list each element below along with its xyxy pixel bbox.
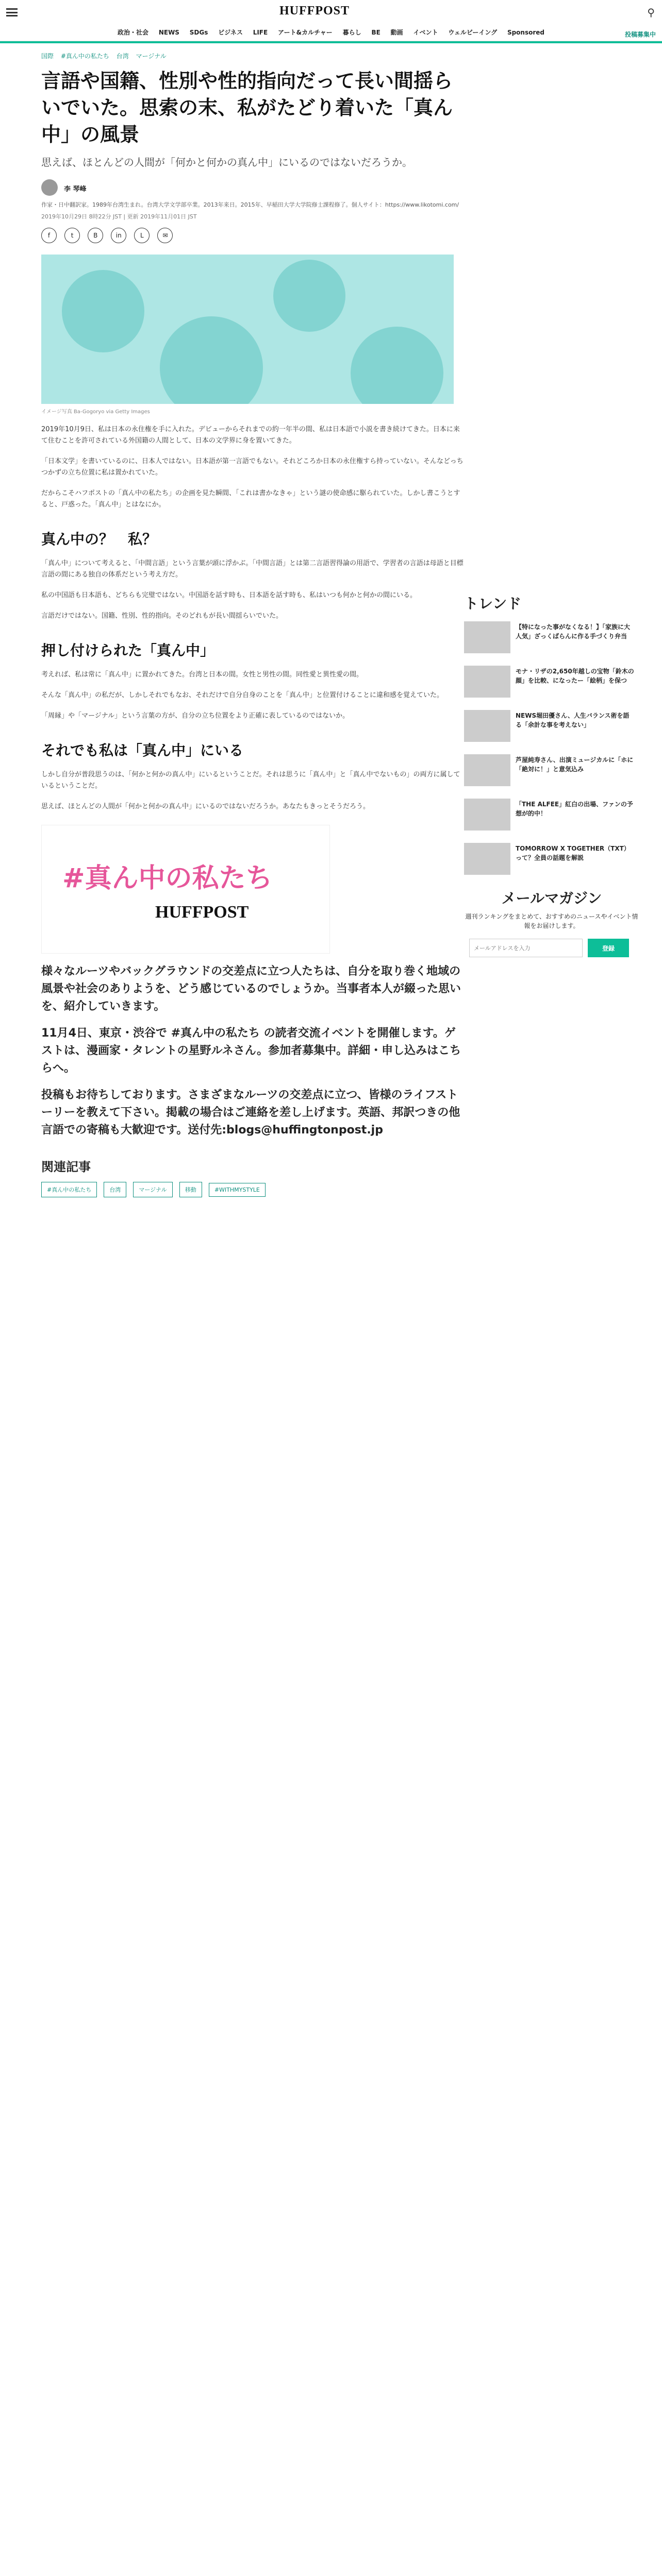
paragraph: だからこそハフポストの「真ん中の私たち」の企画を見た瞬間、「これは書かなきゃ」という謎の使命感に駆られていた。しかし書こうとすると、戸惑った。「真ん中」とはなにか。	[41, 489, 460, 509]
avatar[interactable]	[41, 179, 58, 196]
newsletter-form	[464, 939, 639, 958]
trend-item[interactable]	[464, 799, 639, 835]
nav-item[interactable]: SDGs	[189, 29, 208, 36]
nav-item[interactable]: BE	[371, 29, 380, 36]
subscribe-button[interactable]: 登録	[588, 939, 629, 957]
callout-text: 様々なルーツやバックグラウンドの交差点に立つ人たちは、自分を取り巻く地域の風景や社会のありようを、どう感じているのでしょうか。当事者本人が綴った思いを、紹介していきます。	[41, 965, 461, 1013]
nav-item[interactable]: イベント	[413, 29, 438, 36]
hatena-icon[interactable]: B	[88, 228, 103, 243]
event-callout[interactable]: 11月4日、東京・渋谷で #真ん中の私たち の読者交流イベントを開催します。ゲストは、漫画家・タレントの星野ルネさん。参加者募集中。詳細・申し込みはこちらへ。	[41, 1027, 461, 1075]
email-field[interactable]	[469, 939, 583, 957]
nav-item[interactable]: ウェルビーイング	[448, 29, 498, 36]
trend-item[interactable]	[464, 621, 639, 657]
tag[interactable]: #WITHMYSTYLE	[209, 1183, 266, 1197]
nav-item[interactable]: 政治・社会	[117, 29, 148, 36]
trend-text[interactable]: 「THE ALFEE」紅白の出場、ファンの予想が的中！	[516, 801, 633, 817]
paragraph: 思えば、ほとんどの人間が「何かと何かの真ん中」にいるのではないだろうか。あなたもきっとそうだろう。	[41, 803, 370, 810]
breadcrumb-item[interactable]: 国際	[41, 53, 54, 60]
sidebar	[464, 592, 639, 958]
paragraph: 「真ん中」について考えると、「中間言語」という言葉が頭に浮かぶ。「中間言語」とは第二言語習得論の用語で、学習者の言語は母語と目標言語の間にある独自の体系だという考え方だ。	[41, 560, 464, 579]
breadcrumb-item[interactable]: #真ん中の私たち	[60, 53, 109, 60]
tag-list	[41, 1182, 464, 1197]
submission-callout: 投稿もお待ちしております。さまざまなルーツの交差点に立つ、皆様のライフストーリーを教えて下さい。掲載の場合はご連絡を差し上げます。英語、邦訳つきの他言語での寄稿も大歓迎です。送付先:blogs@huffingtonpost.jp	[41, 1089, 460, 1137]
main-nav	[0, 28, 662, 37]
nav-right-link[interactable]: 投稿募集中	[624, 31, 656, 38]
search-icon[interactable]: ⚲	[647, 6, 655, 19]
tag[interactable]: マージナル	[133, 1182, 172, 1197]
banner-title: #真ん中の私たち	[62, 863, 273, 894]
paragraph: そんな「真ん中」の私だが、しかしそれでもなお、それだけで自分自身のことを「真ん中」と位置付けることに違和感を覚えていた。	[41, 691, 444, 699]
tag[interactable]: 台湾	[104, 1182, 126, 1197]
image-caption: イメージ写真 Ba-Gogoryo via Getty Images	[41, 409, 150, 415]
hero-image	[41, 255, 454, 404]
line-icon[interactable]: L	[134, 228, 150, 243]
series-banner	[41, 825, 330, 954]
share-bar	[41, 228, 464, 245]
newsletter	[464, 887, 639, 958]
nav-item[interactable]: LIFE	[253, 29, 268, 36]
facebook-icon[interactable]: f	[41, 228, 57, 243]
timestamp: 2019年10月29日 8時22分 JST | 更新 2019年11月01日 JST	[41, 213, 197, 220]
page-title: 言語や国籍、性別や性的指向だって長い間揺らいでいた。思索の末、私がたどり着いた「真ん中」の風景	[41, 70, 453, 146]
nav-item[interactable]: アート&カルチャー	[278, 29, 333, 36]
nav-item[interactable]: 動画	[390, 29, 403, 36]
related-section	[41, 1157, 464, 1197]
trend-text[interactable]: TOMORROW X TOGETHER（TXT）って？全員の話題を解説	[516, 845, 630, 861]
twitter-icon[interactable]: t	[64, 228, 80, 243]
trend-text[interactable]: モナ・リザの2,650年越しの宝物「鈴木の顔」を比較、になったー「絵柄」を保つ	[516, 668, 634, 684]
newsletter-sub: 週刊ランキングをまとめて、おすすめのニュースやイベント情報をお届けします。	[465, 913, 638, 929]
subtitle: 思えば、ほとんどの人間が「何かと何かの真ん中」にいるのではないだろうか。	[41, 156, 412, 168]
nav-item[interactable]: ビジネス	[218, 29, 243, 36]
paragraph: 「周縁」や「マージナル」という言葉の方が、自分の立ち位置をより正確に表しているのではないか。	[41, 712, 350, 720]
section-heading: 押し付けられた「真ん中」	[41, 642, 215, 659]
linkedin-icon[interactable]: in	[111, 228, 126, 243]
breadcrumb-item[interactable]: マージナル	[136, 53, 167, 60]
trend-text[interactable]: 芦屋純寿さん、出演ミュージカルに「ホに「絶対に！」と意気込み	[516, 756, 634, 773]
paragraph: 言語だけではない。国籍、性別、性的指向。そのどれもが長い間揺らいでいた。	[41, 612, 283, 620]
paragraph: 2019年10月9日、私は日本の永住権を手に入れた。デビューからそれまでの約一年半の間、私は日本語で小説を書き続けてきた。日本に来て住むことを許可されている外国籍の人間として、日本の文学界に身を置いてきた。	[41, 426, 460, 445]
site-header	[0, 0, 662, 41]
related-title: 関連記事	[41, 1160, 91, 1174]
trend-thumb[interactable]	[464, 799, 510, 831]
trend-thumb[interactable]	[464, 754, 510, 786]
mail-icon[interactable]: ✉	[157, 228, 173, 243]
article	[41, 52, 464, 1197]
section-heading: それでも私は「真ん中」にいる	[41, 742, 244, 759]
nav-item[interactable]: 暮らし	[342, 29, 361, 36]
trend-text[interactable]: NEWS堀田優さん、人生バランス術を語る「余計な事を考えない」	[516, 712, 630, 728]
nav-item[interactable]: Sponsored	[507, 29, 545, 36]
trend-thumb[interactable]	[464, 710, 510, 742]
trend-title: トレンド	[464, 595, 522, 612]
paragraph: 私の中国語も日本語も、どちらも完璧ではない。中国語を話す時も、日本語を話す時も、私はいつも何かと何かの間にいる。	[41, 591, 417, 599]
trend-item[interactable]	[464, 843, 639, 879]
trend-text[interactable]: 【特になった事がなくなる！】「家族に大人気」ざっくばらんに作る手づくり弁当	[516, 623, 631, 640]
tag[interactable]: 移動	[179, 1182, 202, 1197]
breadcrumb-item[interactable]: 台湾	[116, 53, 129, 60]
trend-thumb[interactable]	[464, 621, 510, 653]
author-name[interactable]: 李 琴峰	[64, 185, 87, 193]
site-logo[interactable]: HUFFPOST	[279, 4, 350, 18]
paragraph: 考えれば、私は常に「真ん中」に置かれてきた。台湾と日本の間。女性と男性の間。同性愛と異性愛の間。	[41, 671, 363, 679]
tag[interactable]: #真ん中の私たち	[41, 1182, 97, 1197]
menu-icon[interactable]	[6, 8, 18, 16]
accent-bar	[0, 41, 662, 43]
trend-item[interactable]	[464, 666, 639, 702]
paragraph: 「日本文学」を書いているのに、日本人ではない。日本語が第一言語でもない。それどころか日本の永住権すら持っていない。そんなどっちつかずの立ち位置に私は置かれていた。	[41, 457, 464, 477]
trend-item[interactable]	[464, 710, 639, 746]
newsletter-title: メールマガジン	[501, 890, 602, 907]
author-bio: 作家・日中翻訳家。1989年台湾生まれ。台湾大学文学部卒業。2013年来日。2015年、早稲田大学大学院修士課程修了。個人サイト：https://www.likotomi.com/	[41, 201, 459, 208]
trend-thumb[interactable]	[464, 843, 510, 875]
trend-list	[464, 621, 639, 879]
trend-thumb[interactable]	[464, 666, 510, 698]
nav-item[interactable]: NEWS	[158, 29, 179, 36]
breadcrumb	[41, 52, 464, 60]
author-block	[41, 178, 464, 199]
trend-item[interactable]	[464, 754, 639, 790]
banner-brand: HUFFPOST	[155, 903, 249, 922]
paragraph: しかし自分が普段思うのは、「何かと何かの真ん中」にいるということだ。それは思うに「真ん中」と「真ん中でないもの」の両方に属しているということだ。	[41, 771, 460, 790]
section-heading: 真ん中の？ 私？	[41, 531, 157, 548]
